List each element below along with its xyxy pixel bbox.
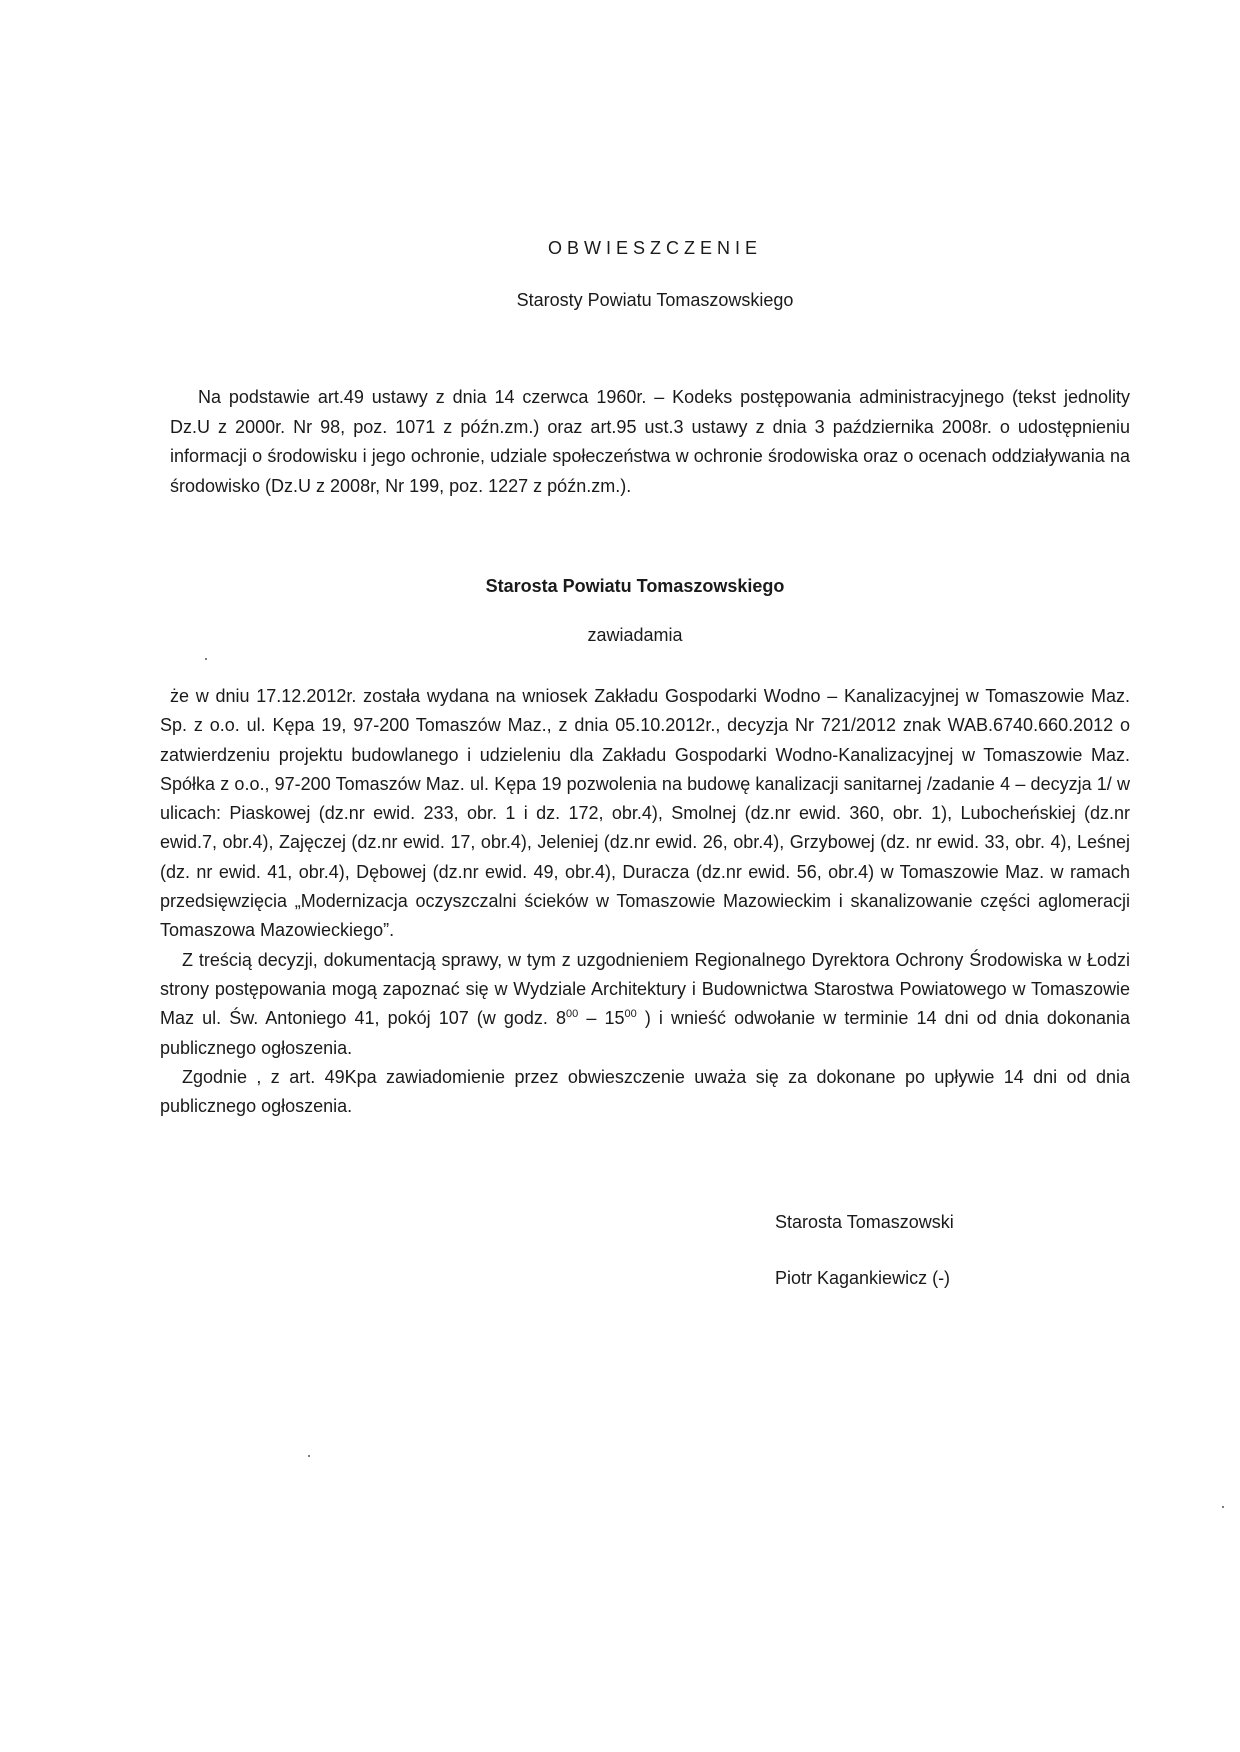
notifies-heading: zawiadamia <box>587 625 683 645</box>
document-title: OBWIESZCZENIE <box>547 238 762 258</box>
signature-role: Starosta Tomaszowski <box>775 1212 954 1232</box>
access-text-after: ) i wnieść odwołanie w terminie 14 dni od dnia dokonania publicznego ogłoszenia. <box>160 1008 1130 1058</box>
scan-speck <box>1222 1506 1224 1508</box>
scan-speck <box>308 1455 310 1457</box>
closing-paragraph <box>160 1063 1130 1122</box>
decision-body <box>160 682 1130 1121</box>
legal-basis-text: Na podstawie art.49 ustawy z dnia 14 czerwca 1960r. – Kodeks postępowania administracyjnego (tekst jednolity Dz.U z 2000r. Nr 98, poz. 1071 z późn.zm.) oraz art.95 ust.3 ustawy z dnia 3 października 2008r. o udostępnieniu informacji o środowisku i jego ochronie, udziale społeczeństwa w ochronie środowiska oraz o ocenach oddziaływania na środowisko (Dz.U z 2008r, Nr 199, poz. 1227 z późn.zm.). <box>170 387 1130 496</box>
decision-paragraph <box>160 682 1130 946</box>
legal-basis-paragraph <box>170 383 1130 501</box>
signature-name: Piotr Kagankiewicz (-) <box>775 1268 951 1288</box>
scan-speck <box>205 658 207 660</box>
access-text-before: Z treścią decyzji, dokumentacją sprawy, w tym z uzgodnieniem Regionalnego Dyrektora Ochrony Środowiska w Łodzi strony postępowania mogą zapoznać się w Wydziale Architektury i Budownictwa Starostwa Powiatowego w Tomaszowie Maz ul. Św. Antoniego 41, pokój 107 (w godz. 8 <box>160 949 1130 1029</box>
issuer-heading: Starosta Powiatu Tomaszowskiego <box>485 576 785 596</box>
access-paragraph <box>160 946 1130 1063</box>
hour-dash: – 15 <box>578 1008 625 1029</box>
hour-start-sup: 00 <box>566 1008 579 1021</box>
hour-end-sup: 00 <box>624 1008 637 1021</box>
document-subtitle: Starosty Powiatu Tomaszowskiego <box>516 290 794 310</box>
decision-text: że w dniu 17.12.2012r. została wydana na wniosek Zakładu Gospodarki Wodno – Kanalizacyjnej w Tomaszowie Maz. Sp. z o.o. ul. Kępa 19, 97-200 Tomaszów Maz., z dnia 05.10.2012r., decyzja Nr 721/2012 znak WAB.6740.660.2012 o zatwierdzeniu projektu budowlanego i udzieleniu dla Zakładu Gospodarki Wodno-Kanalizacyjnej w Tomaszowie Maz. Spółka z o.o., 97-200 Tomaszów Maz. ul. Kępa 19 pozwolenia na budowę kanalizacji sanitarnej /zadanie 4 – decyzja 1/ w ulicach: Piaskowej (dz.nr ewid. 233, obr. 1 i dz. 172, obr.4), Smolnej (dz.nr ewid. 360, obr. 1), Lubocheńskiej (dz.nr ewid.7, obr.4), Zajęczej (dz.nr ewid. 17, obr.4), Jeleniej (dz.nr ewid. 26, obr.4), Grzybowej (dz. nr ewid. 33, obr. 4), Leśnej (dz. nr ewid. 41, obr.4), Dębowej (dz.nr ewid. 49, obr.4), Duracza (dz.nr ewid. 56, obr.4) w Tomaszowie Maz. w ramach przedsięwzięcia „Modernizacja oczyszczalni ścieków w Tomaszowie Mazowieckim i skanalizowanie części aglomeracji Tomaszowa Mazowieckiego”. <box>160 686 1130 941</box>
closing-text: Zgodnie , z art. 49Kpa zawiadomienie przez obwieszczenie uważa się za dokonane po upływie 14 dni od dnia publicznego ogłoszenia. <box>160 1066 1130 1117</box>
